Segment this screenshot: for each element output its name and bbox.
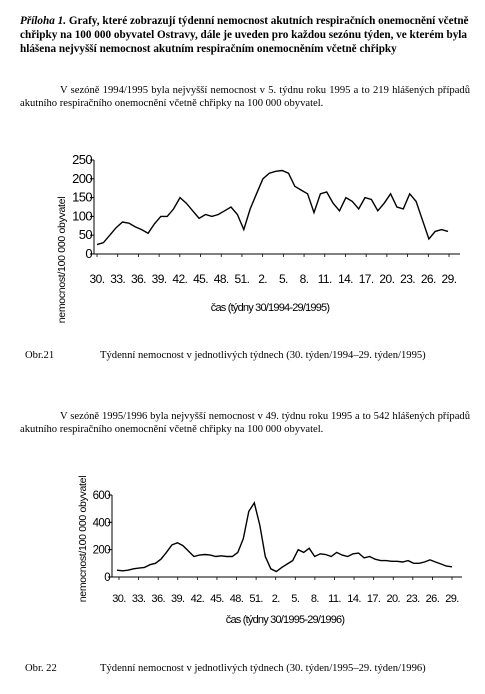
x-tick-label: 8. (299, 272, 309, 286)
chart-1-series-line (97, 171, 448, 245)
appendix-heading (20, 14, 470, 56)
season2-paragraph: V sezóně 1995/1996 byla nejvyšší nemocnost v 49. týdnu roku 1995 a to 542 hlášených případů akutního respiračního onemocnění včetně chřipky na 100 000 obyvatel. (20, 411, 470, 435)
x-tick-label: 33. (131, 593, 146, 605)
chart-2-y-axis (93, 490, 112, 584)
x-tick-label: 30. (89, 272, 105, 286)
figure-21-number: Obr.21 (25, 350, 55, 361)
chart-1 (0, 140, 485, 340)
chart-2-x-axis (112, 577, 462, 605)
y-tick-label: 50 (78, 227, 92, 243)
season1-paragraph: V sezóně 1994/1995 byla nejvyšší nemocnost v 5. týdnu roku 1995 a to 219 hlášených případů akutního respiračního onemocnění včetně chřipky na 100 000 obyvatel. (20, 85, 470, 109)
chart-2-series-line (117, 503, 452, 572)
y-tick-label: 150 (72, 189, 92, 205)
x-tick-label: 17. (366, 593, 381, 605)
chart-2-ylabel: nemocnost/100 000 obyvatel (77, 475, 89, 603)
x-tick-label: 45. (193, 272, 208, 286)
x-tick-label: 14. (338, 272, 353, 286)
y-tick-label: 400 (92, 517, 110, 530)
x-tick-label: 23. (406, 593, 420, 605)
y-tick-label: 0 (85, 246, 92, 261)
x-tick-label: 39. (151, 272, 167, 286)
x-tick-label: 36. (130, 272, 146, 286)
x-tick-label: 51. (249, 593, 263, 605)
x-tick-label: 30. (112, 593, 126, 605)
x-tick-label: 42. (190, 593, 205, 605)
x-tick-label: 51. (234, 272, 250, 286)
chart-1-x-axis (90, 254, 460, 286)
x-tick-label: 45. (210, 593, 224, 605)
x-tick-label: 48. (213, 272, 229, 286)
x-tick-label: 29. (445, 593, 459, 605)
x-tick-label: 2. (258, 272, 268, 286)
x-tick-label: 5. (278, 272, 288, 286)
x-tick-label: 48. (229, 593, 244, 605)
x-tick-label: 39. (171, 593, 185, 605)
y-tick-label: 200 (72, 170, 92, 186)
y-tick-label: 200 (92, 544, 110, 557)
y-tick-label: 100 (72, 208, 92, 224)
chart-1-ylabel: nemocnost/100 000 obyvatel (56, 196, 68, 324)
x-tick-label: 11. (317, 272, 332, 286)
figure-21-caption: Týdenní nemocnost v jednotlivých týdnech (30. týden/1994–29. týden/1995) (100, 350, 426, 361)
chart-1-ylabel-group (56, 197, 68, 323)
chart-2-ylabel-group (77, 476, 89, 602)
x-tick-label: 20. (379, 272, 395, 286)
x-tick-label: 36. (151, 593, 165, 605)
figure-22-caption: Týdenní nemocnost v jednotlivých týdnech (30. týden/1995–29. týden/1996) (100, 663, 426, 674)
chart-2 (0, 475, 485, 640)
chart-2-xlabel: čas (týdny 30/1995-29/1996) (225, 614, 345, 626)
x-tick-label: 33. (110, 272, 126, 286)
x-tick-label: 11. (328, 593, 341, 605)
x-tick-label: 14. (347, 593, 361, 605)
appendix-label: Příloha 1. (20, 15, 67, 27)
appendix-title: Grafy, které zobrazují týdenní nemocnost akutních respiračních onemocnění včetně chřipky na 100 000 obyvatel Ostravy, dále je uveden pro každou sezónu týden, ve kterém byla hlášena nejvyšší nemocnost akutním respiračním onemocněním včetně chřipky (20, 15, 469, 55)
y-tick-label: 0 (104, 572, 110, 584)
x-tick-label: 8. (310, 593, 319, 605)
x-tick-label: 29. (441, 272, 457, 286)
x-tick-label: 5. (291, 593, 300, 605)
chart-1-xlabel: čas (týdny 30/1994-29/1995) (210, 302, 330, 314)
y-tick-label: 600 (92, 490, 110, 502)
figure-22-number: Obr. 22 (25, 663, 57, 674)
x-tick-label: 26. (420, 272, 436, 286)
x-tick-label: 26. (425, 593, 440, 605)
x-tick-label: 17. (358, 272, 374, 286)
x-tick-label: 42. (172, 272, 188, 286)
x-tick-label: 20. (386, 593, 400, 605)
x-tick-label: 2. (271, 593, 280, 605)
x-tick-label: 23. (400, 272, 416, 286)
y-tick-label: 250 (72, 152, 92, 167)
chart-1-y-axis (72, 152, 94, 261)
